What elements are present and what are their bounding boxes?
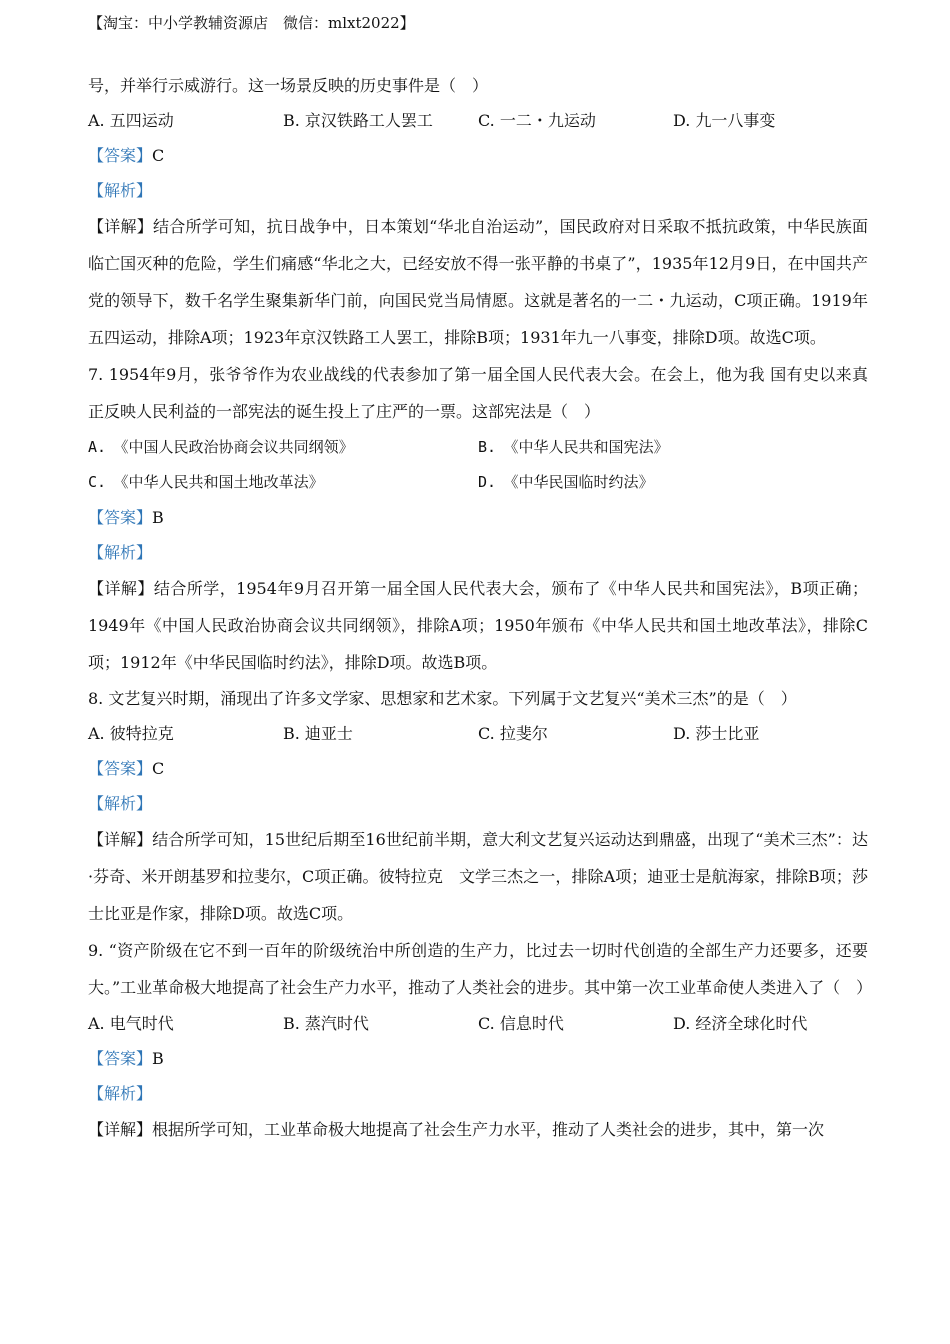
q8-options xyxy=(88,716,868,751)
detail-text: 结合所学，1954年9月召开第一届全国人民代表大会，颁布了《中华人民共和国宪法》，B项正确；1949年《中国人民政治协商会议共同纲领》，排除A项；1950年颁布《中华人民共和国土地改革法》，排除C项；1912年《中华民国临时约法》，排除D项。故选B项。 xyxy=(88,579,868,672)
detail-label: 【详解】 xyxy=(88,830,153,849)
q6-option-a: A. 五四运动 xyxy=(88,111,174,130)
q8-stem: 8. 文艺复兴时期，涌现出了许多文学家、思想家和艺术家。下列属于文艺复兴“美术三杰”的是（ ） xyxy=(88,689,797,708)
q8-option-a: A. 彼特拉克 xyxy=(88,724,174,743)
q7-option-a: A. 《中国人民政治协商会议共同纲领》 xyxy=(88,438,354,456)
q6-analysis-label: 【解析】 xyxy=(88,181,153,200)
answer-label: 【答案】 xyxy=(88,1049,153,1068)
detail-text: 根据所学可知，工业革命极大地提高了社会生产力水平，推动了人类社会的进步，其中，第一次 xyxy=(152,1120,825,1139)
answer-value: C xyxy=(152,759,165,778)
q9-options xyxy=(88,1006,868,1041)
q9-option-c: C. 信息时代 xyxy=(478,1014,564,1033)
q6-option-c: C. 一二・九运动 xyxy=(478,111,596,130)
q7-option-c: C. 《中华人民共和国土地改革法》 xyxy=(88,473,324,491)
q9-analysis-label: 【解析】 xyxy=(88,1084,153,1103)
q8-option-b: B. 迪亚士 xyxy=(283,724,353,743)
q9-detail xyxy=(88,1111,868,1148)
detail-text: 结合所学可知，15世纪后期至16世纪前半期，意大利文艺复兴运动达到鼎盛，出现了“美术三杰”：达·芬奇、米开朗基罗和拉斐尔，C项正确。彼特拉克 文学三杰之一，排除A项；迪亚士是航海家，排除B项；莎士比亚是作家，排除D项。故选C项。 xyxy=(88,830,868,923)
detail-text: 结合所学可知，抗日战争中，日本策划“华北自治运动”，国民政府对日采取不抵抗政策，中华民族面临亡国灭种的危险，学生们痛感“华北之大，已经安放不得一张平静的书桌了”，1935年12月9日，在中国共产党的领导下，数千名学生聚集新华门前，向国民党当局情愿。这就是著名的一二・九运动，C项正确。1919年五四运动，排除A项；1923年京汉铁路工人罢工，排除B项；1931年九一八事变，排除D项。故选C项。 xyxy=(88,217,868,347)
answer-value: B xyxy=(152,1049,164,1068)
q9-option-d: D. 经济全球化时代 xyxy=(673,1014,808,1033)
q9-option-a: A. 电气时代 xyxy=(88,1014,174,1033)
q8-detail xyxy=(88,821,868,932)
q7-option-b: B. 《中华人民共和国宪法》 xyxy=(478,438,669,456)
answer-label: 【答案】 xyxy=(88,508,153,527)
header-watermark: 【淘宝：中小学教辅资源店 微信：mlxt2022】 xyxy=(88,14,415,32)
q6-answer xyxy=(88,138,868,173)
q8-answer xyxy=(88,751,868,786)
q7-options-row2 xyxy=(88,465,868,500)
document-page xyxy=(88,68,873,1148)
q8-option-d: D. 莎士比亚 xyxy=(673,724,760,743)
answer-value: C xyxy=(152,146,165,165)
q7-answer xyxy=(88,500,868,535)
answer-label: 【答案】 xyxy=(88,146,153,165)
detail-label: 【详解】 xyxy=(88,217,153,236)
q8-analysis-label: 【解析】 xyxy=(88,794,153,813)
answer-value: B xyxy=(152,508,164,527)
q9-option-b: B. 蒸汽时代 xyxy=(283,1014,369,1033)
q6-option-b: B. 京汉铁路工人罢工 xyxy=(283,111,433,130)
q9-answer xyxy=(88,1041,868,1076)
detail-label: 【详解】 xyxy=(88,1120,153,1139)
q9-stem: 9. “资产阶级在它不到一百年的阶级统治中所创造的生产力，比过去一切时代创造的全部生产力还要多，还要大。”工业革命极大地提高了社会生产力水平，推动了人类社会的进步。其中第一次工业革命使人类进入了（ ） xyxy=(88,941,873,997)
q7-analysis-label: 【解析】 xyxy=(88,543,153,562)
q7-stem: 7. 1954年9月，张爷爷作为农业战线的代表参加了第一届全国人民代表大会。在会上，他为我 国有史以来真正反映人民利益的一部宪法的诞生投上了庄严的一票。这部宪法是（ ） xyxy=(88,365,868,421)
q6-stem: 号，并举行示威游行。这一场景反映的历史事件是（ ） xyxy=(88,76,489,95)
q6-detail xyxy=(88,208,868,356)
q6-options xyxy=(88,103,868,138)
answer-label: 【答案】 xyxy=(88,759,153,778)
q7-option-d: D. 《中华民国临时约法》 xyxy=(478,473,654,491)
detail-label: 【详解】 xyxy=(88,579,154,598)
q7-options-row1 xyxy=(88,430,868,465)
q6-option-d: D. 九一八事变 xyxy=(673,111,776,130)
q8-option-c: C. 拉斐尔 xyxy=(478,724,548,743)
q7-detail xyxy=(88,570,868,681)
